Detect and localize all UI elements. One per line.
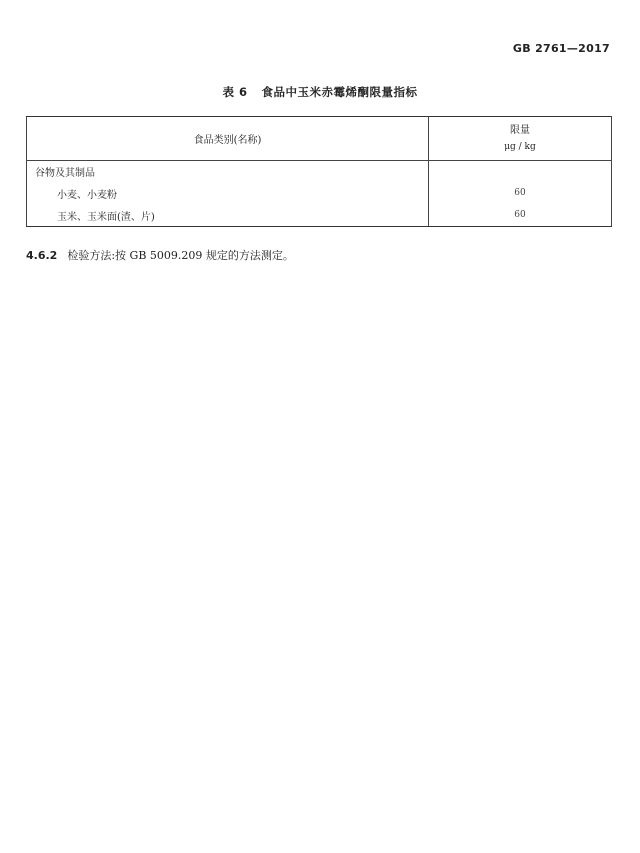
table-row [27,204,612,227]
header-limit-unit: μg / kg [504,141,536,152]
clause-number: 4.6.2 [26,249,58,262]
table-row [27,161,612,183]
food-subcategory-cell: 玉米、玉米面(渣、片) [27,204,429,227]
food-subcategory-cell: 小麦、小麦粉 [27,182,429,204]
limits-table [26,116,612,227]
standard-code: GB 2761—2017 [512,42,610,55]
clause-paragraph [26,247,294,263]
limit-value-cell: 60 [428,204,611,227]
header-limit [428,117,611,161]
table-title: 食品中玉米赤霉烯酮限量指标 [261,85,418,99]
limit-value-cell [428,161,611,183]
food-category-cell: 谷物及其制品 [27,161,429,183]
clause-text: 检验方法:按 GB 5009.209 规定的方法测定。 [67,249,294,262]
limit-value-cell: 60 [428,182,611,204]
table-row [27,182,612,204]
table-caption [0,84,640,100]
header-food-category: 食品类别(名称) [27,117,429,161]
header-limit-label: 限量 [509,124,530,136]
table-header-row [27,117,612,161]
table-number: 表 6 [222,85,248,99]
